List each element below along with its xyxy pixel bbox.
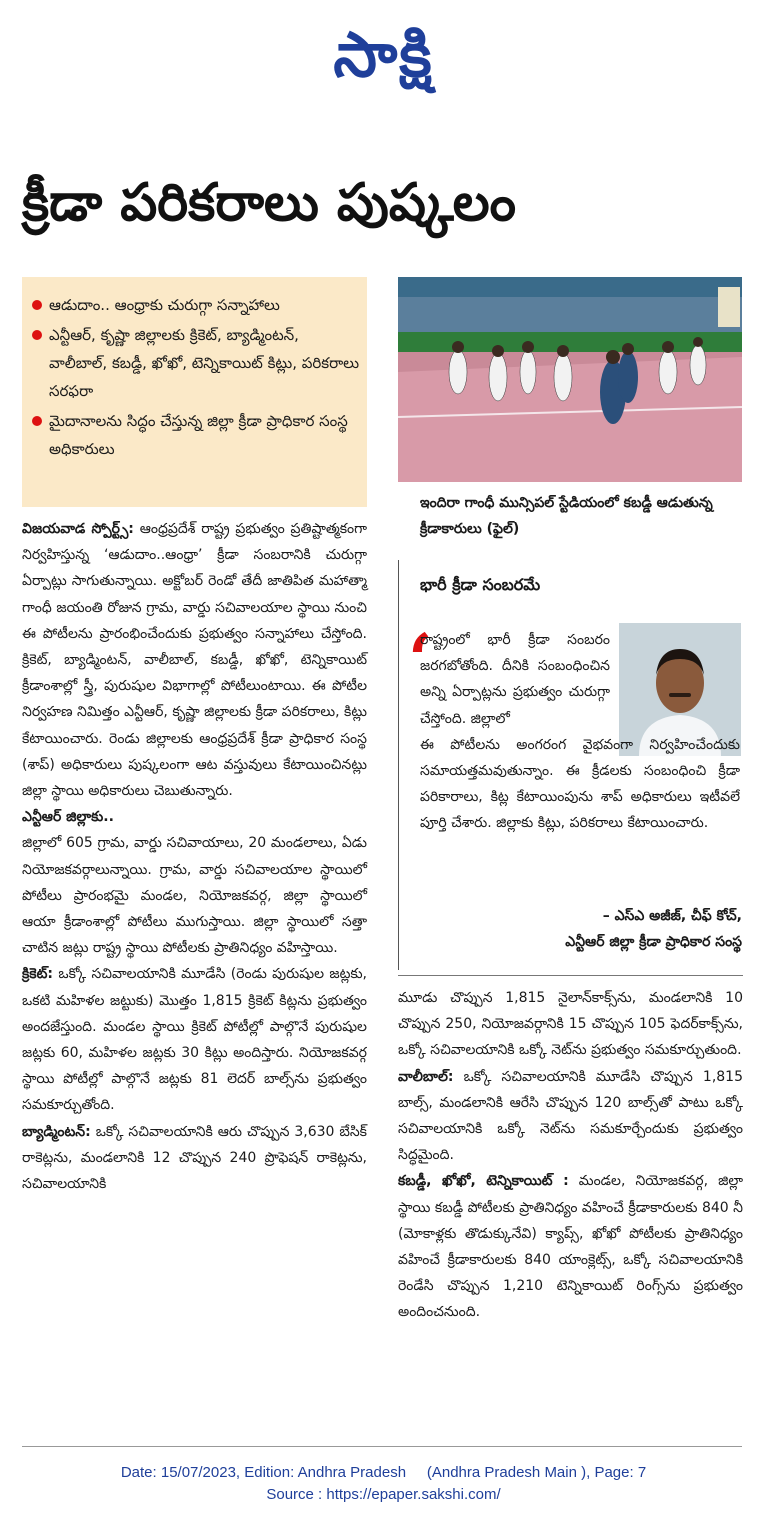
volleyball-paragraph [398,1064,743,1169]
volleyball-label: వాలీబాల్: [398,1068,454,1085]
quote-text [420,627,740,837]
left-column [22,516,367,1197]
subheading: ఎన్టీఆర్ జిల్లాకు.. [22,809,114,826]
quote-attribution [420,903,742,955]
highlight-item [32,321,359,405]
cricket-label: క్రికెట్: [22,966,54,983]
body-paragraph: జిల్లాలో 605 గ్రామ, వార్డు సచివాయాలు, 20 మండలాలు, ఏడు నియోజకవర్గాలున్నాయి. గ్రామ, వార్డు సచివాలయాల స్థాయిలో పోటీలు ప్రారంభమై మండల, నియోజకవర్గ, జిల్లా స్థాయిలో ఆయా క్రీడాంశాల్లో పోటీలు ముగుస్తాయి. జిల్లా స్థాయిలో సత్తా చాటిన జట్లు రాష్ట్ర స్థాయి పోటీలకు ప్రాతినిధ్యం వహిస్తాయి. [22,835,367,957]
highlight-text: మైదానాలను సిద్ధం చేస్తున్న జిల్లా క్రీడా ప్రాధికార సంస్థ అధికారులు [49,412,348,458]
cricket-text: ఒక్కో సచివాలయానికి మూడేసి (రెండు పురుషుల జట్లకు, ఒకటి మహిళల జట్టుకు) మొత్తం 1,815 క్రికెట్ కిట్లను ప్రభుత్వం అందజేస్తుంది. మండల స్థాయి క్రికెట్ పోటీల్లో పాల్గొనే పురుషుల జట్లకు 60, మహిళల జట్లకు 30 కిట్లు అందిస్తారు. నియోజకవర్గ స్థాయి పోటీల్లో పాల్గొనే జట్లకు 81 లెదర్ బాల్స్‌ను ప్రభుత్వం సమకూర్చుతోంది. [22,966,367,1114]
quote-text-part1: రాష్ట్రంలో భారీ క్రీడా సంబరం జరగబోతోంది. దీనికి సంబంధించిన అన్ని ఏర్పాట్లను ప్రభుత్వం చురుగ్గా చేస్తోంది. జిల్లాలో [420,632,610,727]
footer [0,1462,767,1506]
quote-mark-icon: ‘ [408,618,433,701]
intro-paragraph [22,516,367,804]
bullet-icon [32,416,42,426]
volleyball-text: ఒక్కో సచివాలయానికి మూడేసి చొప్పున 1,815 బాల్స్, మండలానికి ఆరేసి చొప్పున 120 బాల్స్‌తో పాటు ఒక్కో సచివాలయానికి ఒక్కో నెట్‌ను సమకూర్చేందుకు ప్రభుత్వం సిద్ధమైంది. [398,1068,743,1164]
kabaddi-text: మండల, నియోజకవర్గ, జిల్లా స్థాయి కబడ్డీ పోటీలకు ప్రాతినిధ్యం వహించే క్రీడాకారులకు 840 నీ (మోకాళ్లకు తొడుక్కునేవి) క్యాప్స్, ఖోఖో పోటీలకు ప్రాతినిధ్యం వహించే క్రీడాకారులకు 840 యాంక్లెట్స్, ఒక్కో సచివాలయానికి రెండేసి చొప్పున 1,210 టెన్నికాయిట్ రింగ్స్‌ను ప్రభుత్వం అందించనుంది. [398,1173,743,1321]
section-divider [398,975,743,976]
badminton-paragraph [22,1119,367,1198]
bullet-icon [32,330,42,340]
quote-text-part2: ఈ పోటీలను అంగరంగ వైభవంగా నిర్వహించేందుకు సమాయత్తమవుతున్నాం. ఈ క్రీడలకు సంబంధించి క్రీడా పరికారాలు, కిట్ల కేటాయింపును శాప్ అధికారులు ఇటీవలే పూర్తి చేశారు. జిల్లాకు కిట్లు, పరికరాలు కేటాయించారు. [420,736,740,832]
attribution-org: ఎన్టీఆర్ జిల్లా క్రీడా ప్రాధికార సంస్థ [565,934,742,950]
intro-text: ఆంధ్రప్రదేశ్ రాష్ట్ర ప్రభుత్వం ప్రతిష్టాత్మకంగా నిర్వహిస్తున్న ‘ఆడుదాం..ఆంధ్రా’ క్రీడా సంబరానికి చురుగ్గా ఏర్పాట్లు సాగుతున్నాయి. అక్టోబర్ రెండో తేదీ జాతిపిత మహాత్మా గాంధీ జయంతి రోజున గ్రామ, వార్డు సచివాలయాల స్థాయి నుంచి ఈ పోటీలను ప్రారంభించేందుకు ప్రభుత్వం సన్నాహాలు చేస్తోంది. క్రికెట్, బ్యాడ్మింటన్, వాలీబాల్, కబడ్డీ, ఖోఖో, టెన్నికాయిట్ క్రీడాంశాల్లో స్త్రీ, పురుషుల విభాగాల్లో పోటీలుంటాయి. ఈ పోటీల నిర్వహణ నిమిత్తం ఎన్టీఆర్, కృష్ణా జిల్లాలకు క్రీడా పరికరాలు, కిట్లు కేటాయించారు. రెండు జిల్లాలకు ఆంధ్రప్రదేశ్ క్రీడా ప్రాధికార సంస్థ (శాప్) అధికారులు పుష్కలంగా ఆట వస్తువులు కేటాయించినట్లు జిల్లా స్థాయి అధికారులు చెబుతున్నారు. [22,521,368,800]
highlights-box [22,277,367,507]
highlight-text: ఆడుదాం.. ఆంధ్రాకు చురుగ్గా సన్నాహాలు [49,296,280,314]
kabaddi-label: కబడ్డీ, ఖోఖో, టెన్నికాయిట్ : [398,1173,569,1190]
footer-divider [22,1446,742,1447]
kabaddi-paragraph [398,1168,743,1325]
attribution-name: – ఎస్ఎ అజీజ్, చీఫ్ కోచ్, [602,908,742,924]
quote-title: భారీ క్రీడా సంబరమే [420,575,541,594]
photo-caption: ఇందిరా గాంధీ మున్సిపల్ స్టేడియంలో కబడ్డీ ఆడుతున్న క్రీడాకారులు (ఫైల్) [420,495,713,537]
bullet-icon [32,300,42,310]
highlight-item [32,407,359,463]
right-column [398,985,743,1326]
cricket-paragraph [22,961,367,1118]
highlight-text: ఎన్టీఆర్, కృష్ణా జిల్లాలకు క్రికెట్, బ్యాడ్మింటన్, వాలీబాల్, కబడ్డీ, ఖోఖో, టెన్నికాయిట్ కిట్లు, పరికరాలు సరఫరా [49,326,360,400]
highlight-item [32,291,359,319]
article-headline: క్రీడా పరికరాలు పుష్కలం [22,173,517,233]
kabaddi-photo [398,277,742,482]
badminton-label: బ్యాడ్మింటన్: [22,1123,91,1140]
footer-date-line: Date: 15/07/2023, Edition: Andhra Pradesh (Andhra Pradesh Main ), Page: 7 [120,1464,647,1481]
badminton-text: ఒక్కో సచివాలయానికి ఆరు చొప్పున 3,630 బేసిక్ రాకెట్లను, మండలానికి 12 చొప్పున 240 ప్రొఫెషన్ రాకెట్లను, సచివాలయానికి [22,1123,367,1193]
footer-source-link[interactable]: Source : https://epaper.sakshi.com/ [266,1486,501,1503]
dateline: విజయవాడ స్పోర్ట్స్: [22,521,134,537]
masthead-logo: సాక్షి [333,18,434,91]
body-paragraph: మూడు చొప్పున 1,815 నైలాన్‌కాక్స్‌ను, మండలానికి 10 చొప్పున 250, నియోజవర్గానికి 15 చొప్పున 105 ఫెదర్‌కాక్స్‌ను, ఒక్కో సచివాలయానికి ఒక్కో నెట్‌ను ప్రభుత్వం సమకూర్చుతుంది. [398,990,743,1059]
column-divider [398,560,399,970]
